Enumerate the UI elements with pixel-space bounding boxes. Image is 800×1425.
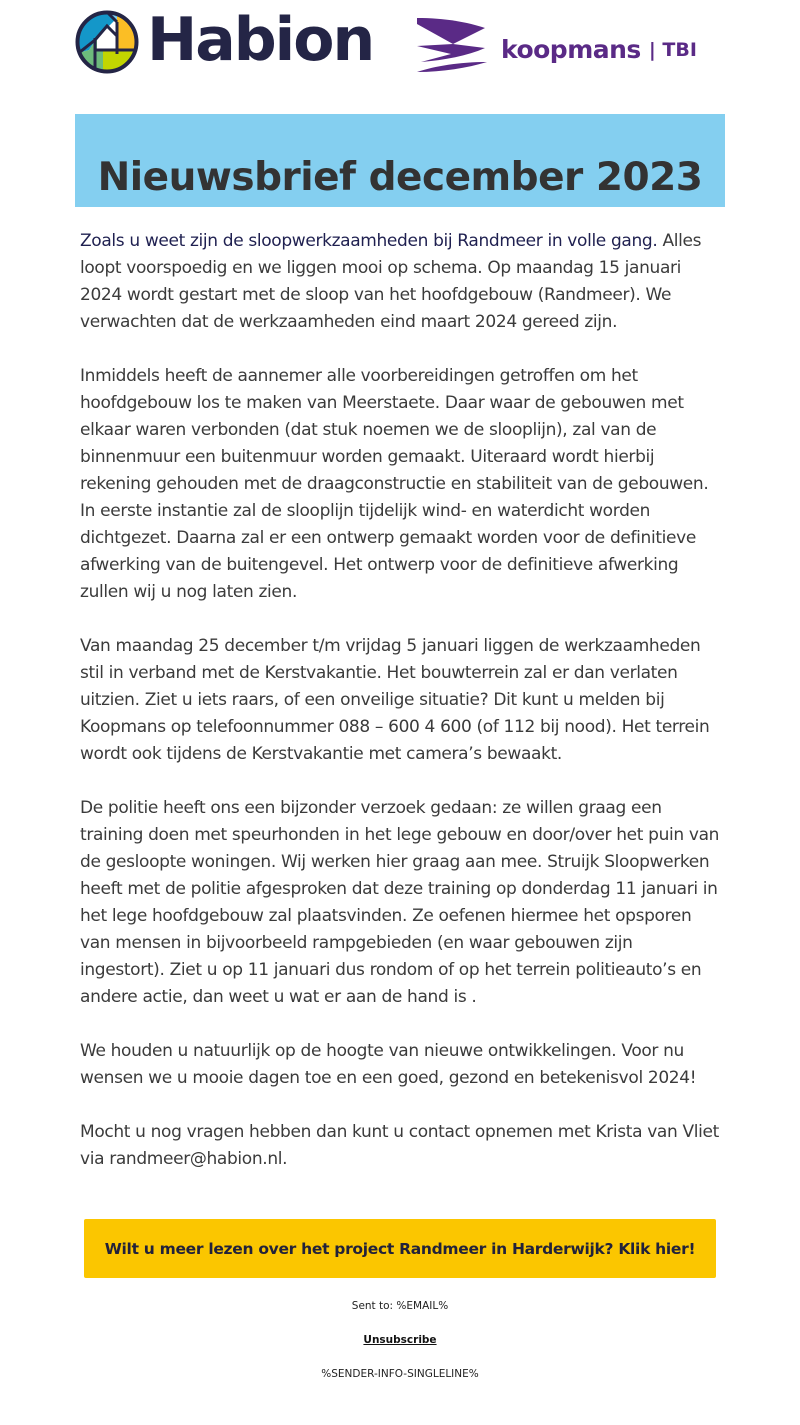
intro-text: Alles loopt voorspoedig en we liggen mooi op schema. Op maandag 15 januari 2024 wordt gestart met de sloop van het hoofdgebouw (Randmeer). We verwachten dat de werkzaamheden eind maart 2024 gereed zijn. [80,231,702,332]
paragraph-wishes: We houden u natuurlijk op de hoogte van nieuwe ontwikkelingen. Voor nu wensen we u mooie dagen toe en een goed, gezond en betekenisvol 2024! [80,1041,697,1088]
sent-to-text: Sent to: %EMAIL% [351,1300,449,1312]
paragraph-intro [80,228,720,336]
intro-lead-sentence: Zoals u weet zijn de sloopwerkzaamheden bij Randmeer in volle gang. [80,231,658,251]
paragraph-police-training: De politie heeft ons een bijzonder verzoek gedaan: ze willen graag een training doen met speurhonden in het lege gebouw en door/over het puin van de gesloopte woningen. Wij werken hier graag aan mee. Struijk Sloopwerken heeft met de politie afgesproken dat deze training op donderdag 11 januari in het lege hoofdgebouw zal plaatsvinden. Ze oefenen hiermee het opsporen van mensen in bijvoorbeeld rampgebieden (en waar gebouwen zijn ingestort). Ziet u op 11 januari dus rondom of op het terrein politieauto’s en andere actie, dan weet u wat er aan de hand is . [80,798,720,1007]
title-banner [75,114,725,207]
header-logos [75,5,725,78]
paragraph-contact: Mocht u nog vragen hebben dan kunt u contact opnemen met Krista van Vliet via randmeer@habion.nl. [80,1122,719,1169]
newsletter-title: Nieuwsbrief december 2023 [97,155,703,200]
koopmans-wordmark: koopmans [501,34,641,64]
newsletter-body [80,228,720,1200]
sender-info-text: %SENDER-INFO-SINGLELINE% [321,1368,479,1380]
habion-wordmark: Habion [147,5,374,75]
habion-house-aperture-logo-icon [75,10,139,74]
read-more-button[interactable] [84,1219,716,1278]
koopmans-wave-logo-icon [415,16,489,74]
habion-logo [75,5,374,75]
koopmans-logo [415,16,697,74]
tbi-label: TBI [662,39,697,61]
read-more-button-label: Wilt u meer lezen over het project Randmeer in Harderwijk? Klik hier! [104,1239,696,1258]
paragraph-christmas-break: Van maandag 25 december t/m vrijdag 5 januari liggen de werkzaamheden stil in verband met de Kerstvakantie. Het bouwterrein zal er dan verlaten uitzien. Ziet u iets raars, of een onveilige situatie? Dit kunt u melden bij Koopmans op telefoonnummer 088 – 600 4 600 (of 112 bij nood). Het terrein wordt ook tijdens de Kerstvakantie met camera’s bewaakt. [80,636,710,764]
koopmans-tbi-suffix: | TBI [648,39,697,61]
unsubscribe-link[interactable]: Unsubscribe [363,1334,437,1346]
paragraph-preparations: Inmiddels heeft de aannemer alle voorbereidingen getroffen om het hoofdgebouw los te maken van Meerstaete. Daar waar de gebouwen met elkaar waren verbonden (dat stuk noemen we de slooplijn), zal van de binnenmuur een buitenmuur worden gemaakt. Uiteraard wordt hierbij rekening gehouden met de draagconstructie en stabiliteit van de gebouwen. In eerste instantie zal de slooplijn tijdelijk wind- en waterdicht worden dichtgezet. Daarna zal er een ontwerp gemaakt worden voor de definitieve afwerking van de buitengevel. Het ontwerp voor de definitieve afwerking zullen wij u nog laten zien. [80,366,709,602]
